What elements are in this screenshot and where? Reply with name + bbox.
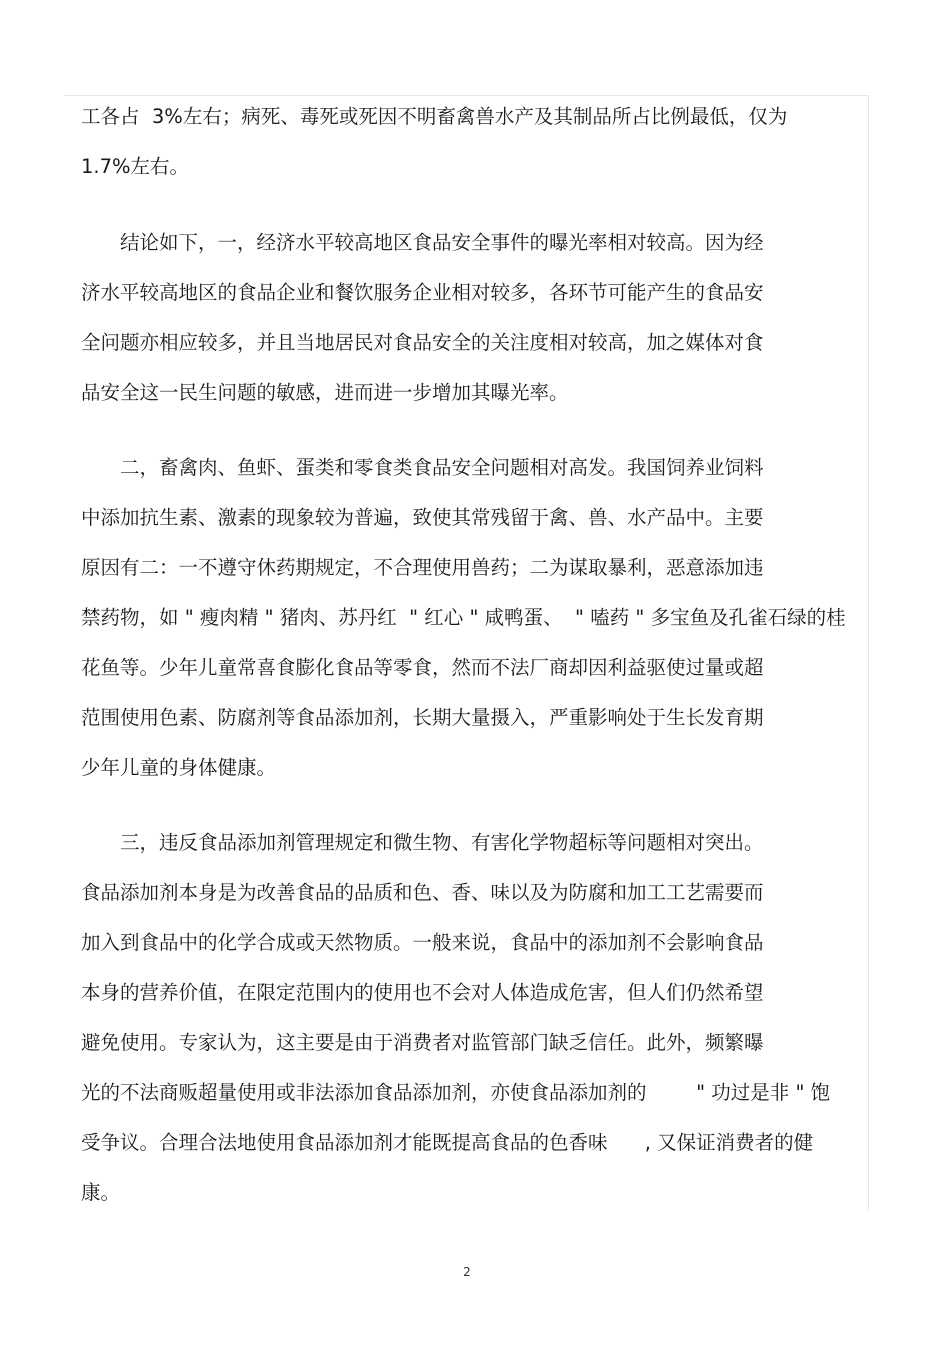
page-number: 2 [463, 1265, 471, 1279]
text-line: 食品添加剂本身是为改善食品的品质和色、香、味以及为防腐和加工工艺需要而 [81, 881, 764, 904]
text-line: 品安全这一民生问题的敏感，进而进一步增加其曝光率。 [81, 381, 569, 404]
text-line: 避免使用。专家认为，这主要是由于消费者对监管部门缺乏信任。此外，频繁曝 [81, 1031, 764, 1054]
text-line: 受争议。合理合法地使用食品添加剂才能既提高食品的色香味 , 又保证消费者的健 [81, 1131, 814, 1154]
text-line: 光的不法商贩超量使用或非法添加食品添加剂，亦使食品添加剂的 " 功过是非 " 饱 [81, 1081, 831, 1104]
text-line: 1.7%左右。 [81, 155, 190, 178]
text-line: 本身的营养价值，在限定范围内的使用也不会对人体造成危害，但人们仍然希望 [81, 981, 764, 1004]
text-line: 花鱼等。少年儿童常喜食膨化食品等零食，然而不法厂商却因利益驱使过量或超 [81, 656, 764, 679]
text-line: 原因有二：一不遵守休药期规定，不合理使用兽药；二为谋取暴利，恶意添加违 [81, 556, 764, 579]
text-line: 加入到食品中的化学合成或天然物质。一般来说，食品中的添加剂不会影响食品 [81, 931, 764, 954]
text-line: 康。 [81, 1181, 121, 1204]
text-line: 三，违反食品添加剂管理规定和微生物、有害化学物超标等问题相对突出。 [120, 831, 764, 854]
text-line: 结论如下，一，经济水平较高地区食品安全事件的曝光率相对较高。因为经 [120, 231, 764, 254]
text-line: 禁药物，如 " 瘦肉精 " 猪肉、苏丹红 " 红心 " 咸鸭蛋、 " 嗑药 " 多宝鱼及孔雀石绿的桂 [81, 606, 846, 629]
text-line: 二，畜禽肉、鱼虾、蛋类和零食类食品安全问题相对高发。我国饲养业饲料 [120, 456, 764, 479]
text-line: 范围使用色素、防腐剂等食品添加剂，长期大量摄入，严重影响处于生长发育期 [81, 706, 764, 729]
text-line: 工各占 3%左右；病死、毒死或死因不明畜禽兽水产及其制品所占比例最低，仅为 [81, 105, 788, 128]
text-line: 全问题亦相应较多，并且当地居民对食品安全的关注度相对较高，加之媒体对食 [81, 331, 764, 354]
text-line: 中添加抗生素、激素的现象较为普遍，致使其常残留于禽、兽、水产品中。主要 [81, 506, 764, 529]
text-line: 济水平较高地区的食品企业和餐饮服务企业相对较多，各环节可能产生的食品安 [81, 281, 764, 304]
text-line: 少年儿童的身体健康。 [81, 756, 277, 779]
